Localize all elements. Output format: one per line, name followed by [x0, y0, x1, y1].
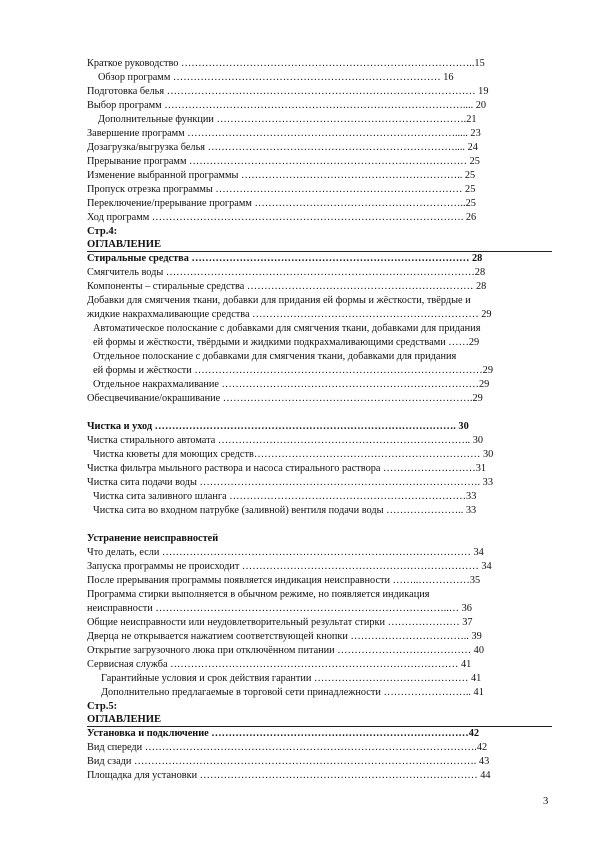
toc-entry: Завершение программ ……………………………………………………………………..... 23	[87, 128, 481, 139]
toc-entry: Чистка сита подачи воды ………………………………………………………………………. 33	[87, 477, 493, 488]
toc-entry	[87, 421, 469, 433]
toc-entry: Обзор программ …………………………………………………………………… 16	[98, 72, 454, 83]
toc-entry: Чистка стирального автомата ……………………………………………………………….. 30	[87, 435, 483, 446]
toc-entry: Изменение выбранной программы ……………………………………………………….. 25	[87, 170, 476, 181]
toc-entry-bold-label: Стиральные средства ……………………………………………………………………… 28	[87, 253, 483, 264]
page-ref-heading: Стр.5:	[87, 701, 118, 712]
page-ref-heading: Стр.4:	[87, 226, 118, 237]
toc-entry-bold-label: Чистка и уход ……………………………………………………………………………. 30	[87, 421, 469, 432]
page-number: 3	[543, 796, 549, 807]
toc-entry: ей формы и жёсткости …………………………………………………………………………29	[93, 365, 493, 376]
toc-entry: Отдельное накрахмаливание …………………………………………………………………29	[93, 379, 490, 390]
toc-entry: Что делать, если ……………………………………………………………………………… 34	[87, 547, 484, 558]
toc-entry: Чистка сита во входном патрубке (заливной) вентиля подачи воды ………………….. 33	[93, 505, 477, 516]
toc-entry: Запуска программы не происходит …………………………………………………………… 34	[87, 561, 492, 572]
section-title: ОГЛАВЛЕНИЕ	[87, 239, 162, 250]
toc-entry: Общие неисправности или неудовлетворительный результат стирки ………………… 37	[87, 617, 473, 628]
toc-entry: Ход программ ………………………………………………………………………………. 26	[87, 212, 477, 223]
toc-entry: ей формы и жёсткости, твёрдыми и жидкими подкрахмаливающими средствами ……29	[93, 337, 480, 348]
section-heading: Устранение неисправностей	[87, 533, 219, 544]
toc-entry-bold-label: Установка и подключение …………………………………………………………………42	[87, 728, 480, 739]
toc-entry: Выбор программ …………………………………………………………………………….... 20	[87, 100, 487, 111]
toc-entry: Чистка фильтра мыльного раствора и насоса стирального раствора ………………………31	[87, 463, 486, 474]
toc-entry: Смягчитель воды ………………………………………………………………………………28	[87, 267, 486, 278]
toc-entry: Обесцвечивание/окрашивание ……………………………………………………………….29	[87, 393, 483, 404]
toc-entry: Дверца не открывается нажатием соответствующей кнопки …………………………….. 39	[87, 631, 482, 642]
toc-entry: Подготовка белья ……………………………………………………………………………… 19	[87, 86, 489, 97]
toc-entry: Чистка кюветы для моющих средств………………………………………………………… 30	[93, 449, 494, 460]
toc-entry: жидкие накрахмаливающие средства ………………………………………………………… 29	[87, 309, 492, 320]
toc-entry: неисправности …………………………………………………………………………..… 36	[87, 603, 472, 614]
toc-entry: Дозагрузка/выгрузка белья ……………………………………………………………….... 24	[87, 142, 478, 153]
section-title: ОГЛАВЛЕНИЕ	[87, 714, 162, 725]
toc-entry: Дополнительно предлагаемые в торговой сети принадлежности …………………….. 41	[101, 687, 484, 698]
toc-entry: Вид спереди …………………………………………………………………………………….42	[87, 742, 488, 753]
toc-entry: Переключение/прерывание программ ……………………………………………………..25	[87, 198, 476, 209]
toc-entry: Автоматическое полоскание с добавками для смягчения ткани, добавками для придания	[93, 323, 481, 334]
toc-entry: Сервисная служба ………………………………………………………………………… 41	[87, 659, 472, 670]
toc-entry: Программа стирки выполняется в обычном режиме, но появляется индикация	[87, 589, 430, 600]
toc-entry: Компоненты – стиральные средства ………………………………………………………… 28	[87, 281, 487, 292]
toc-entry: Площадка для установки ……………………………………………………………………… 44	[87, 770, 491, 781]
toc-entry: Дополнительные функции ……………………………………………………………….21	[98, 114, 477, 125]
toc-entry: После прерывания программы появляется индикация неисправности ……..……………35	[87, 575, 481, 586]
toc-entry: Краткое руководство …………………………………………………………………………..15	[87, 58, 485, 69]
toc-entry	[87, 728, 479, 740]
toc-entry: Чистка сита заливного шланга ……………………………………………………………33	[93, 491, 477, 502]
heading-rule	[87, 726, 552, 727]
toc-entry: Вид сзади ………………………………………………………………………………………. 43	[87, 756, 490, 767]
toc-entry: Открытие загрузочного люка при отключённом питании ………………………………… 40	[87, 645, 484, 656]
toc-entry	[87, 253, 482, 265]
toc-entry: Прерывание программ ……………………………………………………………………… 25	[87, 156, 480, 167]
toc-entry: Гарантийные условия и срок действия гарантии ……………………………………… 41	[101, 673, 482, 684]
toc-entry: Добавки для смягчения ткани, добавки для придания ей формы и жёсткости, твёрдые и	[87, 295, 471, 306]
heading-rule	[87, 251, 552, 252]
toc-entry: Отдельное полоскание с добавками для смягчения ткани, добавками для придания	[93, 351, 457, 362]
toc-entry: Пропуск отрезка программы ……………………………………………………………… 25	[87, 184, 476, 195]
